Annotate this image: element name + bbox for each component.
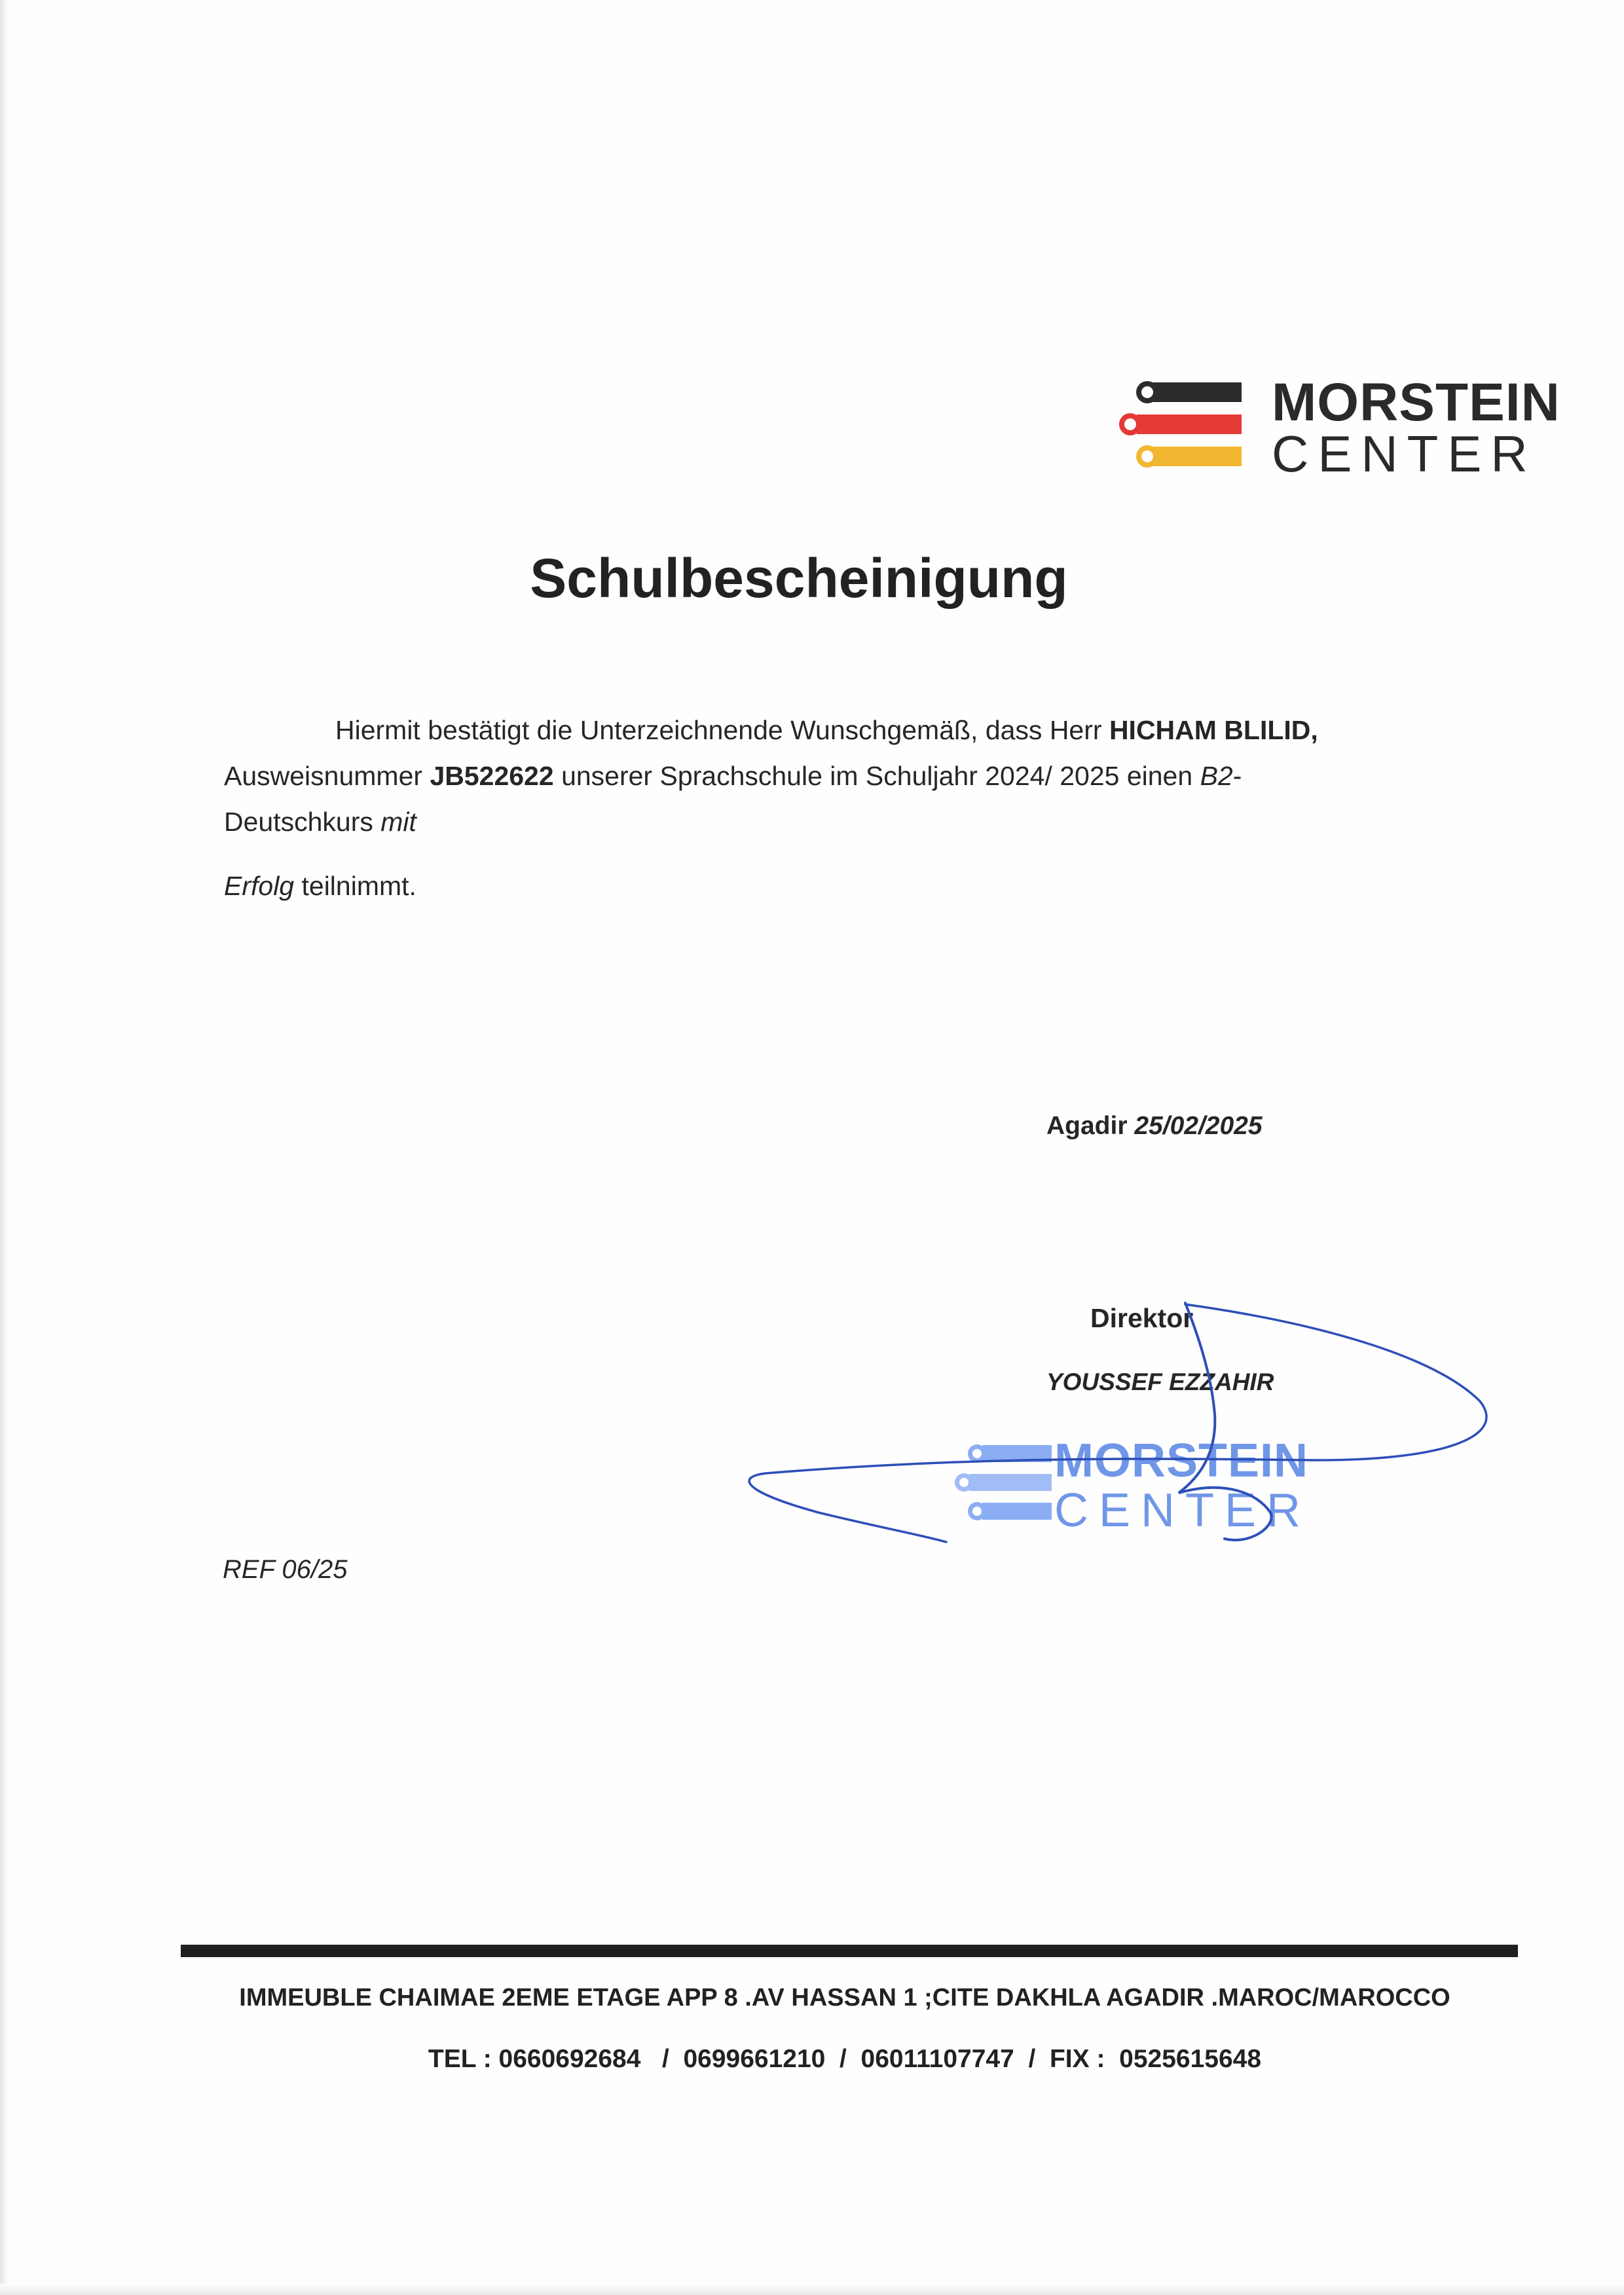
place: Agadir <box>1046 1112 1135 1140</box>
body-line1-text: Hiermit bestätigt die Unterzeichnende Wunschgemäß, dass Herr <box>335 715 1109 745</box>
place-date <box>1046 1112 1263 1141</box>
id-number: JB522622 <box>430 761 554 791</box>
body-line-4 <box>224 863 1442 909</box>
reference-number: REF 06/25 <box>223 1555 348 1584</box>
id-label: Ausweisnummer <box>224 761 430 791</box>
course-name: Deutschkurs <box>224 807 381 837</box>
body-line4-text: teilnimmt. <box>294 871 416 901</box>
certificate-body <box>224 707 1442 909</box>
stamp-line2: CENTER <box>1054 1484 1312 1537</box>
logo-wordmark <box>1272 373 1560 483</box>
footer-divider <box>181 1945 1518 1957</box>
body-mit: mit <box>380 807 416 837</box>
document-title: Schulbescheinigung <box>530 547 1068 609</box>
student-name: HICHAM BLILID, <box>1109 715 1318 745</box>
footer-phones: TEL : 0660692684 / 0699661210 / 06011107747 / FIX : 0525615648 <box>428 2045 1262 2073</box>
stamp-plug-icon <box>950 1437 1054 1535</box>
scan-edge-left <box>0 0 8 2295</box>
stamp-wordmark <box>1054 1435 1312 1537</box>
course-level: B2 <box>1200 761 1233 791</box>
date: 25/02/2025 <box>1134 1112 1263 1140</box>
logo-plug-icon <box>1113 373 1244 478</box>
body-line-1 <box>224 707 1442 753</box>
morstein-logo <box>1113 373 1560 483</box>
logo-line1: MORSTEIN <box>1272 373 1560 432</box>
body-line2-text: unserer Sprachschule im Schuljahr 2024/ 2025 einen <box>553 761 1200 791</box>
director-name: YOUSSEF EZZAHIR <box>1046 1368 1274 1395</box>
stamp-line1: MORSTEIN <box>1054 1435 1309 1487</box>
company-stamp <box>950 1435 1312 1555</box>
scan-edge-bottom <box>0 2284 1624 2295</box>
body-line2-end: - <box>1232 761 1242 791</box>
body-line-2 <box>224 753 1442 799</box>
body-erfolg: Erfolg <box>224 871 295 901</box>
director-title: Direktor <box>1090 1303 1194 1333</box>
logo-line2: CENTER <box>1272 425 1537 483</box>
body-line-3 <box>224 799 1442 845</box>
footer-address: IMMEUBLE CHAIMAE 2EME ETAGE APP 8 .AV HASSAN 1 ;CITE DAKHLA AGADIR .MAROC/MAROCCO <box>239 1984 1450 2011</box>
